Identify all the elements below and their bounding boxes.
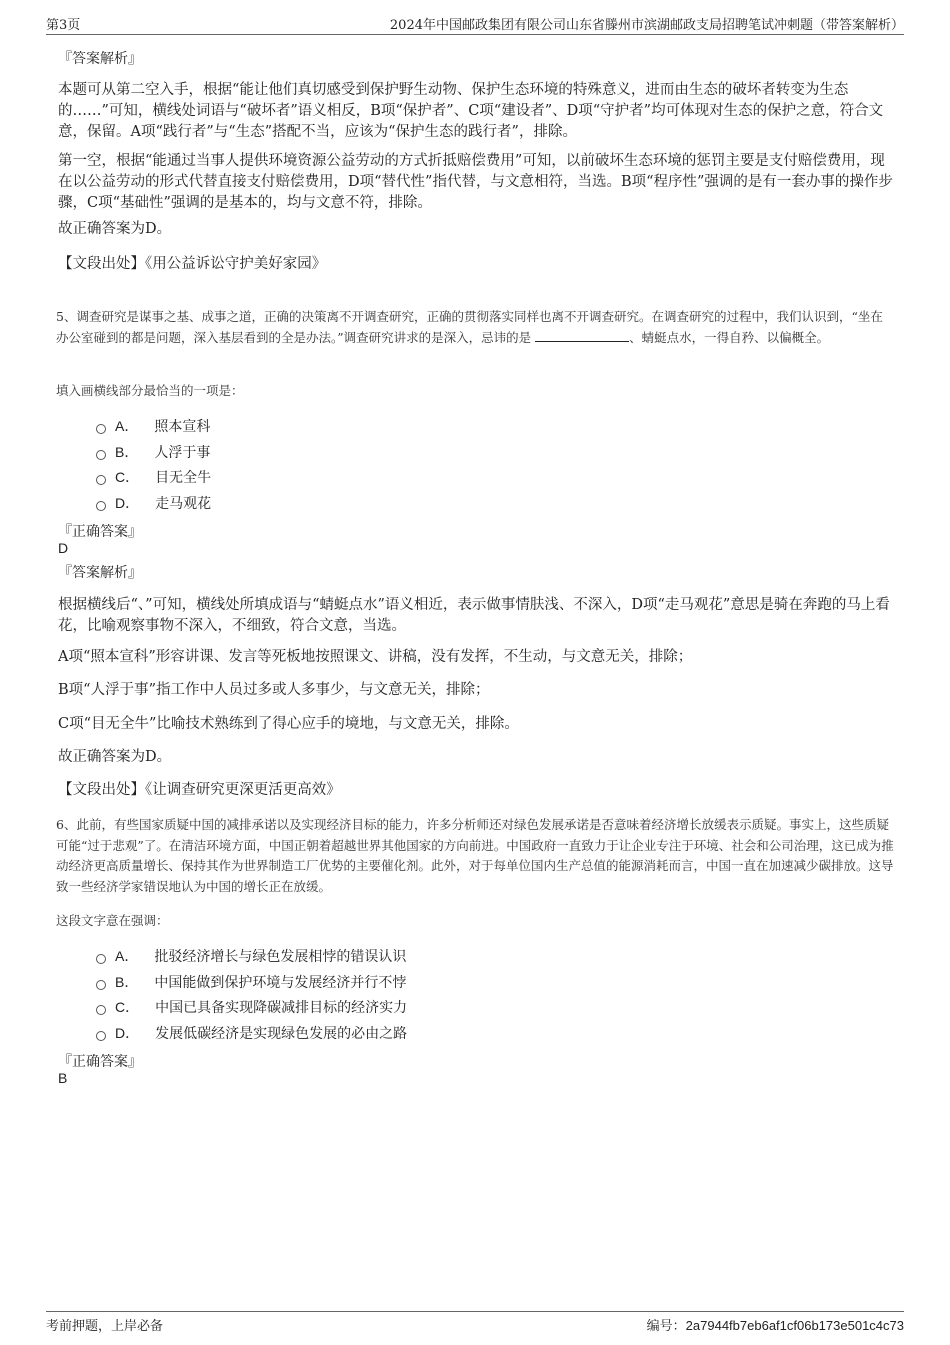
q5-prompt: 填入画横线部分最恰当的一项是： — [56, 383, 244, 398]
q5-analysis-p4: C项“目无全牛”比喻技术熟练到了得心应手的境地，与文意无关，排除。 — [58, 716, 519, 732]
footer-slogan: 考前押题，上岸必备 — [46, 1319, 164, 1334]
q5-stem — [56, 307, 894, 348]
radio-icon[interactable] — [96, 954, 106, 964]
option-text: 发展低碳经济是实现绿色发展的必由之路 — [155, 1026, 408, 1042]
q6-option-c[interactable] — [96, 997, 407, 1017]
option-text: 人浮于事 — [154, 445, 211, 461]
option-letter: A． — [115, 418, 139, 434]
radio-icon[interactable] — [96, 475, 106, 485]
q5-analysis-title: 『答案解析』 — [58, 565, 142, 581]
q5-option-a[interactable] — [96, 416, 210, 436]
q5-answer-title: 『正确答案』 — [58, 524, 142, 540]
option-text: 中国能做到保护环境与发展经济并行不悖 — [154, 975, 407, 991]
q4-analysis-title: 『答案解析』 — [58, 51, 142, 67]
option-text: 走马观花 — [155, 496, 212, 512]
q4-analysis-p1: 本题可从第二空入手，根据“能让他们真切感受到保护野生动物、保护生态环境的特殊意义，进而由生态的破坏者转变为生态的……”可知，横线处词语与“破坏者”语义相反，B项“保护者”、C项“建设者”、D项“守护者”均可体现对生态的保护之意，符合文意，保留。A项“践行者”与“生态”搭配不当，应该为“保护生态的践行者”，排除。 — [58, 82, 884, 140]
q6-answer: B — [58, 1070, 68, 1086]
option-letter: B． — [115, 974, 139, 990]
q6-option-a[interactable] — [96, 946, 406, 966]
option-letter: D． — [115, 1025, 140, 1041]
option-text: 批驳经济增长与绿色发展相悖的错误认识 — [154, 949, 407, 965]
option-text: 中国已具备实现降碳减排目标的经济实力 — [155, 1000, 408, 1016]
q5-analysis-p2: A项“照本宣科”形容讲课、发言等死板地按照课文、讲稿，没有发挥，不生动，与文意无关，排除； — [58, 649, 693, 665]
q5-blank — [535, 329, 629, 342]
q6-stem: 6、此前，有些国家质疑中国的减排承诺以及实现经济目标的能力，许多分析师还对绿色发展承诺是否意味着经济增长放缓表示质疑。事实上，这些质疑可能“过于悲观”了。在清洁环境方面，中国正朝着超越世界其他国家的方向前进。中国政府一直致力于让企业专注于环境、社会和公司治理，这已成为推动经济更高质量增长、保持其作为世界制造工厂优势的主要催化剂。此外，对于每单位国内生产总值的能源消耗而言，中国一直在加速减少碳排放。这导致一些经济学家错误地认为中国的增长正在放缓。 — [56, 817, 894, 894]
option-letter: C． — [115, 469, 140, 485]
q4-analysis-p2: 第一空，根据“能通过当事人提供环境资源公益劳动的方式折抵赔偿费用”可知，以前破坏生态环境的惩罚主要是支付赔偿费用，现在以公益劳动的形式代替直接支付赔偿费用，D项“替代性”指代替，与文意相符，当选。B项“程序性”强调的是有一套办事的操作步骤，C项“基础性”强调的是基本的，均与文意不符，排除。 — [58, 153, 893, 211]
page-header — [46, 14, 904, 35]
q5-analysis-p3: B项“人浮于事”指工作中人员过多或人多事少，与文意无关，排除； — [58, 682, 490, 698]
q6-answer-title: 『正确答案』 — [58, 1054, 142, 1070]
q5-option-b[interactable] — [96, 442, 210, 462]
option-letter: A． — [115, 948, 139, 964]
option-letter: B． — [115, 444, 139, 460]
document-id: 编号：2a7944fb7eb6af1cf06b173e501c4c73 — [646, 1318, 904, 1333]
q6-option-b[interactable] — [96, 972, 406, 992]
document-title: 2024年中国邮政集团有限公司山东省滕州市滨湖邮政支局招聘笔试冲刺题（带答案解析） — [389, 18, 904, 33]
q5-option-c[interactable] — [96, 467, 211, 487]
q5-source: 【文段出处】《让调查研究更深更活更高效》 — [58, 782, 341, 798]
option-text: 照本宣科 — [154, 419, 211, 435]
radio-icon[interactable] — [96, 501, 106, 511]
page-footer — [46, 1311, 904, 1334]
page-number: 第3页 — [46, 18, 81, 33]
q5-analysis-p1: 根据横线后“、”可知，横线处所填成语与“蜻蜓点水”语义相近，表示做事情肤浅、不深入，D项“走马观花”意思是骑在奔跑的马上看花，比喻观察事物不深入，不细致，符合文意，当选。 — [58, 597, 890, 634]
option-letter: D． — [115, 495, 140, 511]
q5-stem-part1: 5、调查研究是谋事之基、成事之道，正确的决策离不开调查研究，正确的贯彻落实同样也离不开调查研究。在调查研究的过程中，我们认识到，“坐在办公室碰到的都是问题，深入基层看到的全是办法。”调查研究讲求的是深入，忌讳的是 — [56, 309, 883, 345]
radio-icon[interactable] — [96, 450, 106, 460]
q5-answer: D — [58, 540, 69, 556]
radio-icon[interactable] — [96, 1031, 106, 1041]
q4-conclusion: 故正确答案为D。 — [58, 221, 172, 237]
q5-stem-part2: 、蜻蜓点水，一得自矜、以偏概全。 — [629, 329, 830, 345]
q5-conclusion: 故正确答案为D。 — [58, 749, 172, 765]
radio-icon[interactable] — [96, 424, 106, 434]
option-text: 目无全牛 — [155, 470, 212, 486]
radio-icon[interactable] — [96, 1005, 106, 1015]
radio-icon[interactable] — [96, 980, 106, 990]
q4-source: 【文段出处】《用公益诉讼守护美好家园》 — [58, 256, 327, 272]
q5-option-d[interactable] — [96, 493, 211, 513]
q6-option-d[interactable] — [96, 1023, 407, 1043]
option-letter: C． — [115, 999, 140, 1015]
q6-prompt: 这段文字意在强调： — [56, 913, 169, 928]
